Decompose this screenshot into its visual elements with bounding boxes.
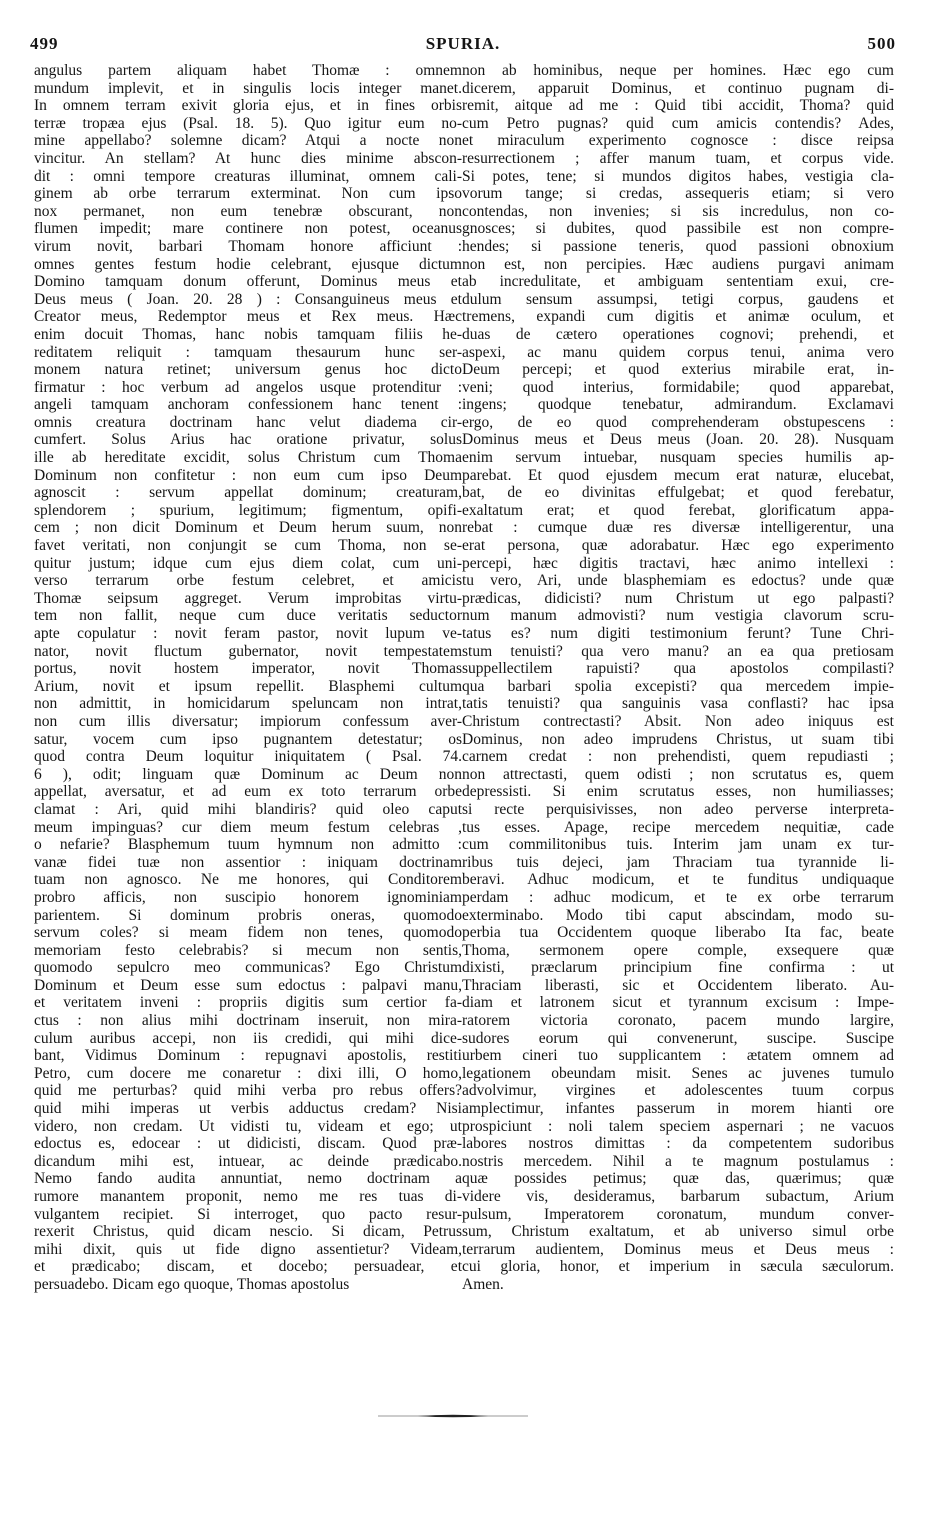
text-line: rebat : cumque duæ res diversæ intelligerentur, una: [462, 519, 894, 537]
text-line: terræ tropæa ejus (Psal. 18. 5). Quo igitur eum no-: [34, 114, 462, 132]
text-line: omnis creatura doctrinam hanc velut diadema cir-: [34, 413, 462, 431]
text-line: Dominum non confitetur : non eum cum ipso Deum: [34, 466, 462, 484]
text-line: probro afficis, non suscipio honorem ignominiam: [34, 888, 462, 906]
text-line: agnoscit : servum appellat dominum; creaturam,: [34, 484, 462, 502]
text-line: edoctus es, edocear : ut didicisti, discam. Quod præ-: [34, 1135, 462, 1153]
text-line: apte copulatur : novit feram pastor, novit lupum ve-: [34, 625, 462, 642]
text-line: tatus es? num digiti testimonium ferunt? Tune Chri-: [462, 625, 894, 642]
text-line: videro, non credam. Ut vidisti tu, videam et ego; ut: [34, 1117, 462, 1135]
text-line: Thoma, sermonem opere comple, exsequere quæ: [462, 941, 894, 959]
text-line: cum Petro pugnas? quid cum amicis contendis? Ades,: [462, 114, 894, 132]
text-line: enim docuit Thomas, hanc nobis tamquam filiis he-: [34, 325, 462, 343]
text-line: tuam non agnosco. Ne me honores, qui Conditorem: [34, 871, 462, 889]
text-line: cum commilitonibus tuis. Interim jam unam ex tur-: [462, 836, 894, 854]
text-line: percepi, hæc digitis tractavi, hæc animo intellexi :: [462, 554, 894, 572]
text-line: num manum admovisti? num vestigia clavorum scru-: [462, 607, 894, 625]
text-line: ctus : non alius mihi doctrinam inseruit, non mira-: [34, 1012, 462, 1030]
text-line: vulgantem recipiet. Si interroget, quo pacto resur-: [34, 1205, 462, 1223]
text-line: legationem obeundam misit. Senes ac juvenes tumulo: [462, 1064, 894, 1082]
text-line: angulus partem aliquam habet Thomæ : omnem: [34, 62, 462, 79]
text-line: Domino tamquam donum offerunt, Dominus meus et: [34, 273, 462, 291]
text-line: quitur justum; idque cum ejus diem colat, cum uni-: [34, 554, 462, 572]
text-line: appellat, aversatur, et ad eum ex toto terrarum orbe: [34, 783, 462, 801]
text-line: qua barbari spolia excepisti? qua mercedem impie-: [462, 677, 894, 695]
text-line: dicandum mihi est, intuear, ac deinde prædicabo.: [34, 1152, 462, 1170]
text-line: rexerit Christus, quid dicam nescio. Si dicam, Petrus: [34, 1223, 462, 1241]
text-line: clamat : Ari, quid mihi blandiris? quid oleo caput: [34, 800, 462, 818]
text-line: nostris mercedem. Nihil a te magnum postulamus :: [462, 1152, 894, 1170]
text-line: exterminabo. Modo tibi caput abscindam, modo su-: [462, 906, 894, 924]
text-line: virum novit, barbari Thomam honore afficiunt :: [34, 237, 462, 255]
text-line: vanæ fidei tuæ non assentior : iniquam doctrinam: [34, 853, 462, 871]
text-line: monem natura retinet; universum genus hoc dicto: [34, 361, 462, 379]
text-line: Arium, novit et ipsum repellit. Blasphemi cultum: [34, 677, 462, 695]
text-line: prædicas, didicisti? num Christum ut ego palpasti?: [462, 589, 894, 607]
text-line: non cum illis diversatur; impiorum confessum aver-: [34, 712, 462, 730]
text-line: Si potes, tene; si mundos digitos habes, vestigia cla-: [462, 167, 894, 185]
text-line: cumfert. Solus Arius hac oratione privatur, solus: [34, 431, 462, 449]
text-line: tatis tenuisti? qua sanguinis vasa conflasti? hac ipsa: [462, 695, 894, 713]
text-line: satur, vocem cum ipso pugnantem detestatur; os: [34, 730, 462, 748]
text-line: urbem cineri tuo supplicantem : ætatem omnem ad: [462, 1047, 894, 1065]
text-line: cui gloria, honor, et imperium in sæcula sæculorum.: [462, 1258, 894, 1276]
text-line: terrarum audientem, Dominus meus et Deus meus :: [462, 1240, 894, 1258]
text-line: quod contra Deum loquitur iniquitatem ( Psal. 74.: [34, 748, 462, 766]
text-line: nator, novit fluctum gubernator, novit tempestatem: [34, 642, 462, 660]
running-title: SPURIA.: [425, 34, 501, 53]
text-line: flumen impedit; mare continere non potest, oceanus: [34, 220, 462, 238]
text-line: advolvimur, virgines et adolescentes tuum corpus: [462, 1082, 894, 1100]
text-line: si recte perquisivisses, non adeo perverse interpreta-: [462, 800, 894, 818]
text-line: ribus tuis dejeci, jam Thraciam tua tyrannide li-: [462, 853, 894, 871]
text-line: portus, novit hostem imperator, novit Thomas: [34, 660, 462, 678]
text-line: Dominum et Deum esse sum edoctus : palpavi manu,: [34, 976, 462, 994]
page-number-right: 500: [867, 34, 896, 53]
text-line: vincitur. An stellam? At hunc dies minime abscon-: [34, 149, 462, 167]
text-line: diam et latronem sicut et tyrannum excisum : Impe-: [462, 994, 894, 1012]
text-line: Nemo fando audita annuntiat, nemo doctrinam a: [34, 1170, 462, 1188]
text-line: Deus meus ( Joan. 20. 28 ) : Consanguineus meus et: [34, 290, 462, 308]
text-line: contendas, non invenies; si sis incredulus, non co-: [462, 202, 894, 220]
text-line: parebat. Et quod ejusdem mecum erat naturæ, elucebat,: [462, 466, 894, 484]
page-number-left: 499: [30, 34, 59, 53]
text-line: stum tenuisti? qua vero manu? an ea qua pretiosam: [462, 642, 894, 660]
text-line: Creator meus, Redemptor meus et Rex meus. Hæc: [34, 308, 462, 326]
text-line: bat, de eo divinitas effulgebat; et quod ferebatur,: [462, 484, 894, 502]
text-line: verso terrarum orbe festum celebret, et amicis: [34, 572, 462, 590]
text-line: sudores eorum qui convenerunt, suscipe. Suscipe: [462, 1029, 894, 1047]
text-line: omnes gentes festum hodie celebrant, ejusque dictum: [34, 255, 462, 273]
text-line: reditatem reliquit : tamquam thesaurum hunc ser-: [34, 343, 462, 361]
page-header: [30, 34, 896, 58]
text-line: dulum sensum assumpsi, tetigi corpus, gaudens et: [462, 290, 894, 308]
text-line: hendes; si passione teneris, quod passioni obnoxium: [462, 237, 894, 255]
text-line: quomodo sepulcro meo communicas? Ego Christum: [34, 959, 462, 977]
text-line: resurrectionem ; affer manum tuam, et corpus vide.: [462, 149, 894, 167]
text-line: videre vis, desideramus, barbarum subactum, Arium: [462, 1188, 894, 1205]
text-line: ergo, de eo quod comprehenderam obstupescens :: [462, 413, 894, 431]
text-line: prospiciunt : noli talem speciem aspernari ; ne vacuos: [462, 1117, 894, 1135]
text-line: non admittit, in homicidarum speluncam non intrat,: [34, 695, 462, 713]
text-line: ratorem victoria coronato, pacem mundo largire,: [462, 1012, 894, 1030]
text-line: ab incredulitate, et ambiguam sententiam exui, cre-: [462, 273, 894, 291]
text-line: dixisti, præclarum principium fine confirma : ut: [462, 959, 894, 977]
text-line: ingens; quodque tenebatur, admirandum. Exclamavi: [462, 396, 894, 414]
text-line: ille ab hereditate excidit, solus Christum cum Thoma: [34, 449, 462, 467]
text-line: mundum implevit, et in singulis locis integer manet.: [34, 79, 462, 97]
text-line: non attrectasti, quem odisti ; non scrutatus es, quem: [462, 765, 894, 783]
text-line: Amen.: [462, 1275, 504, 1293]
text-line: sum, Christum exaltatum, et ab universo simul orbe: [462, 1223, 894, 1241]
text-line: mihi dixit, quis ut fide digno assentietur? Videam,: [34, 1240, 462, 1258]
text-line: persuadebo. Dicam ego quoque, Thomas apostolus: [34, 1275, 350, 1293]
text-line: labores nostros dimittas : da competentem sudoribus: [462, 1135, 894, 1153]
text-line: exaltatum erat; et quod ferebat, glorificatum appa-: [462, 501, 894, 519]
text-line: pulsum, Imperatorem coronatum, mundum conver-: [462, 1205, 894, 1223]
text-line: Petro, cum docere me conaretur : dixi illi, O homo,: [34, 1064, 462, 1082]
text-line: mine appellabo? solemne dicam? Atqui a nocte non: [34, 132, 462, 150]
text-line: dit : omni tempore creaturas illuminat, omnem cali-: [34, 167, 462, 185]
text-line: splendorem ; spurium, legitimum; figmentum, opifi-: [34, 501, 462, 519]
text-line: parientem. Si dominum probris oneras, quomodo: [34, 906, 462, 924]
end-ornament-rule: [378, 1414, 528, 1417]
text-line: amplectimur, infantes passerum in morem hianti ore: [462, 1100, 894, 1118]
text-line: et miraculum experimento cognosce : disce reipsa: [462, 132, 894, 150]
text-line: In omnem terram exivit gloria ejus, et in fines orbis: [34, 97, 462, 115]
text-line: Christum contrectasti? Absit. Non adeo iniquus est: [462, 712, 894, 730]
text-line: depressisti. Si enim scrutatus esses, non humiliasses;: [462, 783, 894, 801]
text-line: perdam : adhuc modicum, et te ex orbe terrarum: [462, 888, 894, 906]
text-line: non est, non percipies. Hæc audiens purgavi animam: [462, 255, 894, 273]
text-line: servum coles? si meam fidem non tenes, quomodo: [34, 924, 462, 942]
text-line: veni; quod interius, formidabile; quod apparebat,: [462, 378, 894, 396]
text-line: et veritatem inveni : propriis digitis sum certior fa-: [34, 994, 462, 1012]
text-line: vorum tange; si credas, assequeris etiam; si vero: [462, 185, 894, 203]
text-line: tem non fallit, neque cum duce veritatis seductor: [34, 607, 462, 625]
text-line: Thomæ seipsum aggreget. Verum improbitas virtu-: [34, 589, 462, 607]
text-line: beravi. Adhuc modicum, et te funditus undiquaque: [462, 871, 894, 889]
text-line: Deum percepi; et quod exterius mirabile erat, in-: [462, 361, 894, 379]
text-line: remit, aitque ad me : Quid tibi accidit, Thoma? quid: [462, 97, 894, 115]
text-line: rumore manantem proponit, nemo me res tuas di-: [34, 1188, 462, 1205]
text-line: favet veritati, non conjungit se cum Thoma, non se-: [34, 537, 462, 555]
text-line: Dominus, non adeo imprudens Christus, ut suam tibi: [462, 730, 894, 748]
text-line: gnosces; si dubites, quod passibile est non compre-: [462, 220, 894, 238]
text-line: dicerem, apparuit Dominus, et continuo pugnam di-: [462, 79, 894, 97]
text-line: Dominus meus et Deus meus (Joan. 20. 28). Nusquam: [462, 431, 894, 449]
text-line: o nefarie? Blasphemum tuum hymnum non admitto :: [34, 836, 462, 854]
text-line: cem ; non dicit Dominum et Deum herum suum, non: [34, 519, 462, 537]
text-line: erat persona, quæ adorabatur. Hæc ego experimento: [462, 537, 894, 555]
text-line: firmatur : hoc verbum ad angelos usque protenditur :: [34, 378, 462, 396]
text-line: bant, Vidimus Dominum : repugnavi apostolis, restiti: [34, 1047, 462, 1065]
text-line: duas de cætero operationes cognovi; prehendi, et: [462, 325, 894, 343]
text-line: nox permanet, non eum tenebræ obscurant, non: [34, 202, 462, 220]
right-text-column: [462, 62, 894, 1294]
text-line: et prædicabo; discam, et docebo; persuadear, et: [34, 1258, 462, 1276]
text-line: memoriam festo celebrabis? si mecum non sentis,: [34, 941, 462, 959]
text-line: perbia tua Occidentem quoque liberabo Ita fac, beate: [462, 924, 894, 942]
text-line: aspexi, ac manu quidem corpus tenui, anima vero: [462, 343, 894, 361]
text-line: non ab hominibus, neque per homines. Hæc ego cum: [462, 62, 894, 79]
text-line: quæ possides petimus; quæ das, quærimus; quæ: [462, 1170, 894, 1188]
text-line: suppellectilem rapuisti? qua apostolos compilasti?: [462, 660, 894, 678]
text-line: angeli tamquam anchoram confessionem hanc tenent :: [34, 396, 462, 414]
text-line: meum impinguas? cur diem meum festum celebras ,: [34, 818, 462, 836]
text-line: quid me perturbas? quid mihi verba pro rebus offers?: [34, 1082, 462, 1100]
text-line: ginem ab orbe terrarum exterminat. Non cum ipso: [34, 185, 462, 203]
text-line: Thraciam liberasti, sic et Occidentem liberato. Au-: [462, 976, 894, 994]
text-line: tremens, expandi cum digitis et animæ oculum, et: [462, 308, 894, 326]
text-line: culum auribus accepi, non iis credidi, qui mihi dice-: [34, 1029, 462, 1047]
text-line: enim servum intuebar, nusquam species humilis ap-: [462, 449, 894, 467]
left-text-column: [34, 62, 462, 1294]
text-line: carnem credat : non prehendisti, quem repudiasti ;: [462, 748, 894, 766]
text-line: 6 ), odit; linguam quæ Dominum ac Deum non: [34, 765, 462, 783]
text-line: tus esses. Apage, recipe mercedem nequitiæ, cade: [462, 818, 894, 836]
text-line: quid mihi imperas ut verbis adductus credam? Nisi: [34, 1100, 462, 1118]
text-line: tu vero, Ari, unde blasphemiam es edoctus? unde quæ: [462, 572, 894, 590]
